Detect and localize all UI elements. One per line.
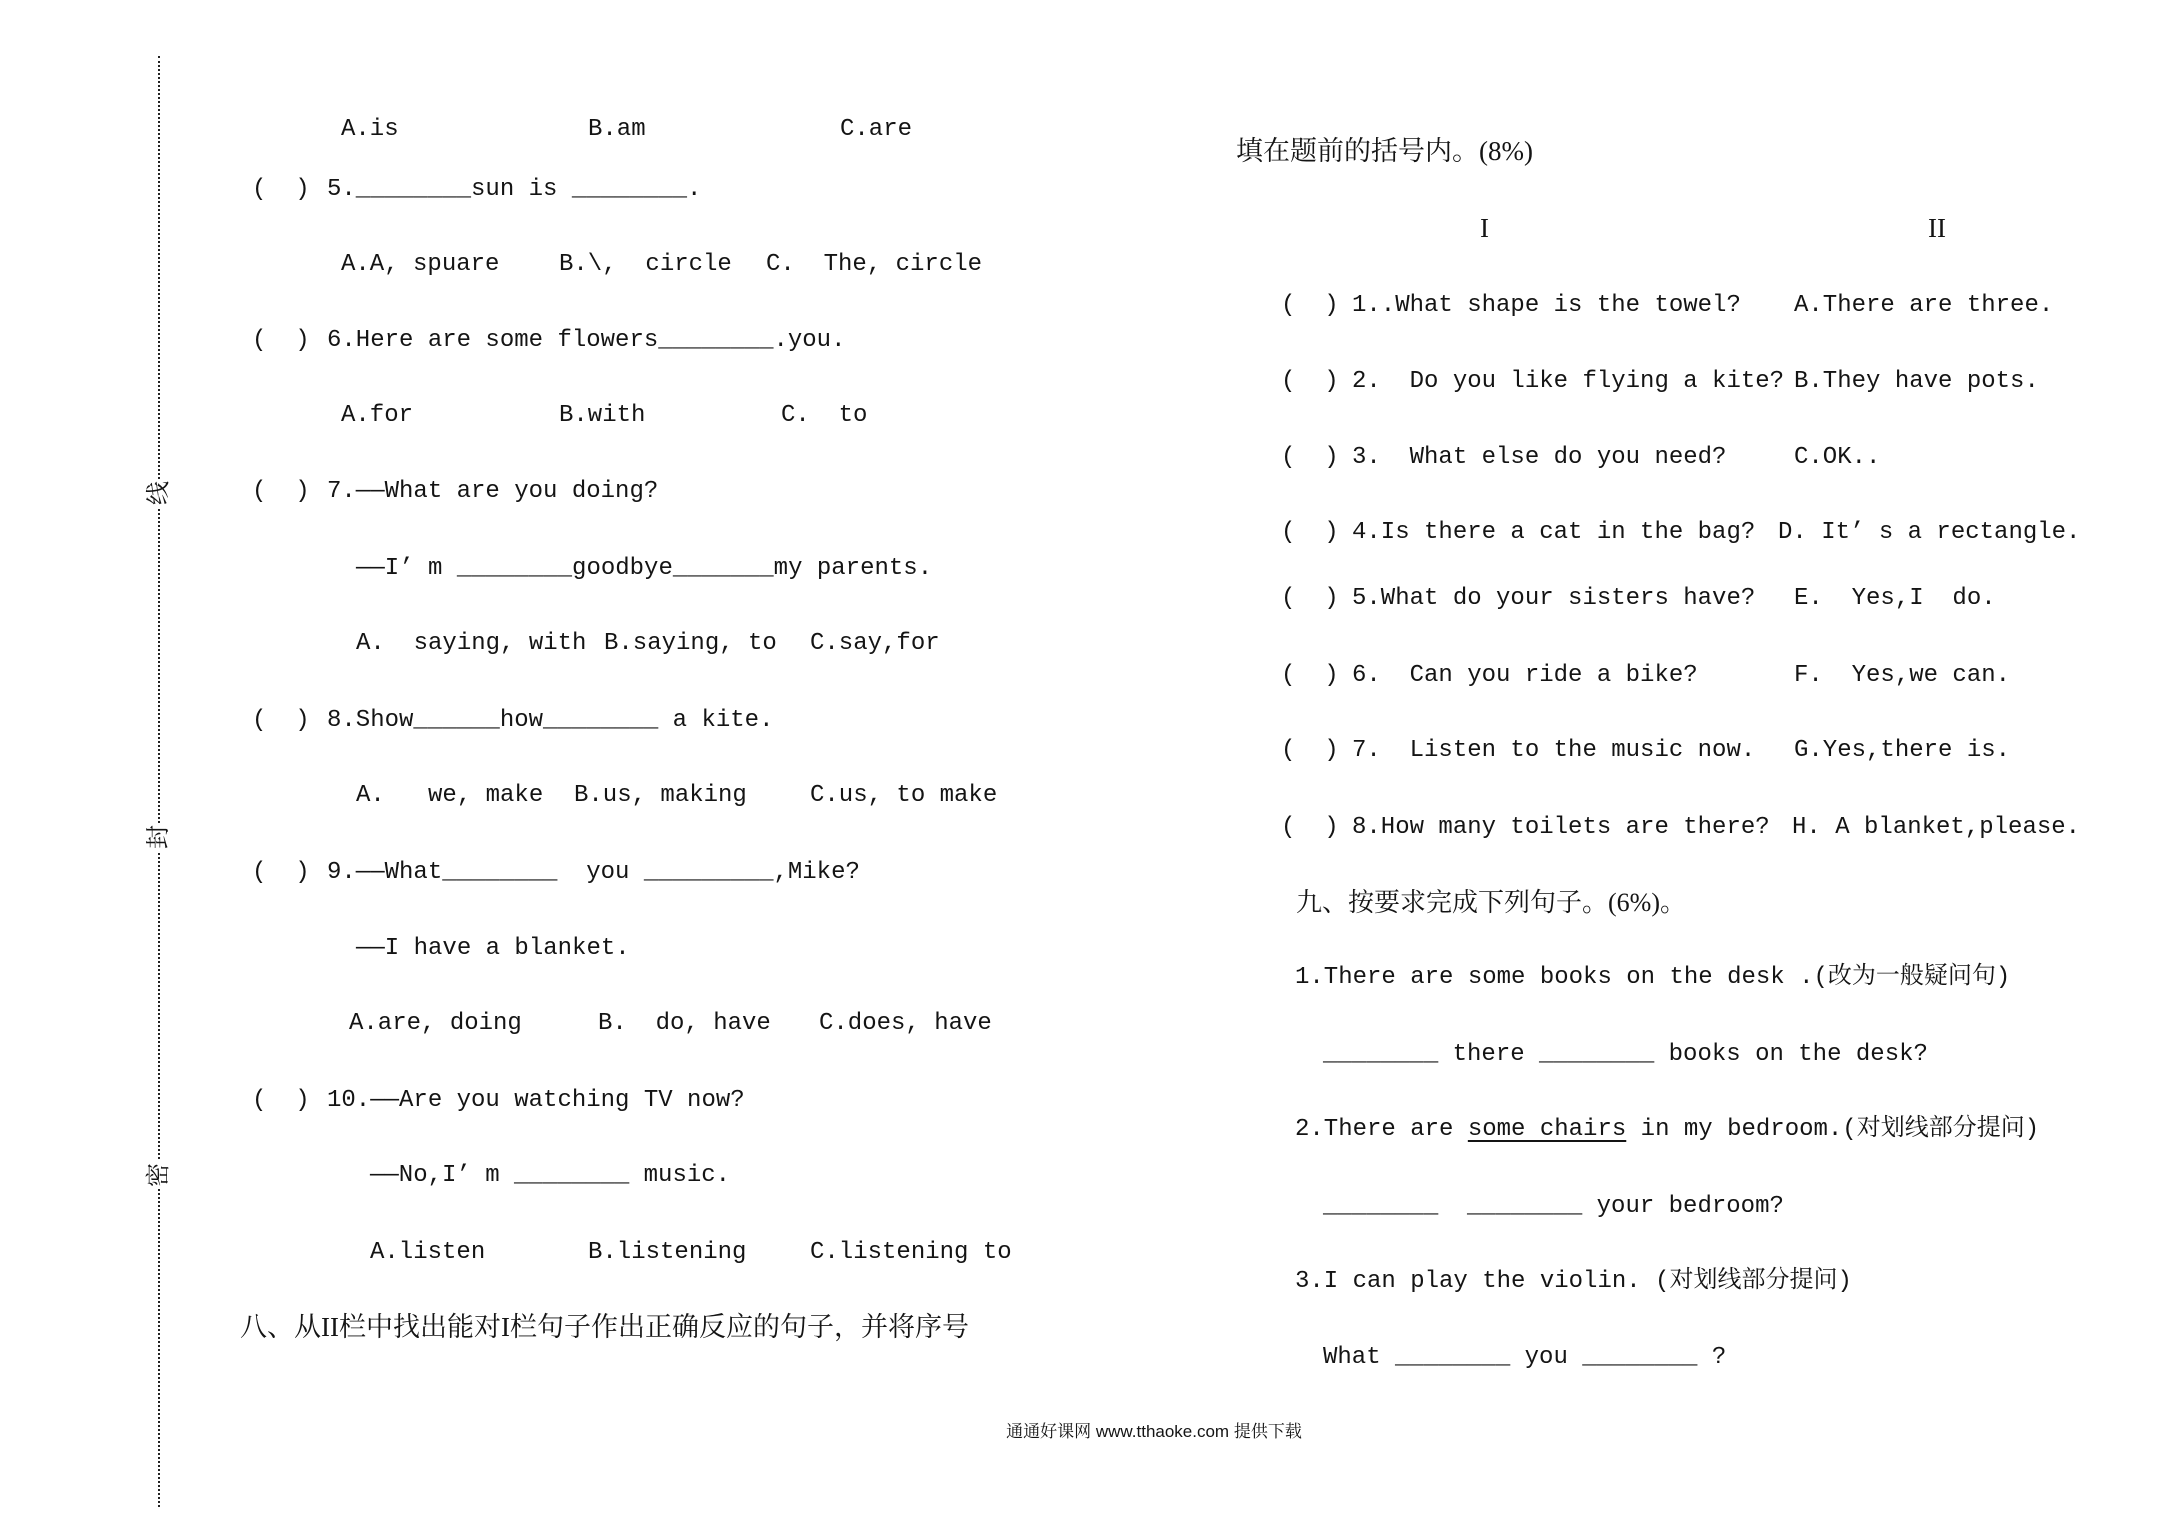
q10-question: 10.——Are you watching TV now? [327, 1087, 745, 1114]
match-answer: H. A blanket,please. [1792, 814, 2081, 841]
q10-option-c: C.listening to [810, 1239, 1012, 1266]
sentence-3-prompt: 3.I can play the violin. (对划线部分提问) [1295, 1268, 1852, 1295]
section-8-title-continued: 填在题前的括号内。(8%) [1236, 136, 1533, 166]
match-question: 3. What else do you need? [1352, 444, 1727, 471]
sentence-2-underlined-phrase: some chairs [1467, 1116, 1627, 1143]
match-question: 4.Is there a cat in the bag? [1352, 519, 1756, 546]
q5-option-a: A.A, spuare [341, 251, 500, 278]
q4-option-c: C.are [840, 116, 913, 143]
q8-option-c: C.us, to make [810, 782, 998, 809]
q6-option-c: C. to [781, 402, 868, 429]
match-paren: ( ) [1281, 444, 1339, 471]
q10-option-a: A.listen [370, 1239, 486, 1266]
match-question: 2. Do you like flying a kite? [1352, 368, 1785, 395]
match-paren: ( ) [1281, 662, 1339, 689]
q7-answer-paren: ( ) [252, 478, 310, 505]
q8-option-b: B.us, making [574, 782, 747, 809]
q5-answer-paren: ( ) [252, 176, 310, 203]
match-question: 1..What shape is the towel? [1352, 292, 1741, 319]
match-paren: ( ) [1281, 585, 1339, 612]
match-answer: C.OK.. [1794, 444, 1881, 471]
q8-option-a: A. we, make [356, 782, 544, 809]
sentence-2-prompt [1295, 1115, 2039, 1145]
match-answer: G.Yes,there is. [1794, 737, 2011, 764]
sentence-3-answer-line: What ________ you ________ ? [1323, 1344, 1727, 1371]
q4-option-b: B.am [588, 116, 646, 143]
match-answer: F. Yes,we can. [1794, 662, 2011, 689]
match-question: 8.How many toilets are there? [1352, 814, 1770, 841]
binding-char-feng: 封 [146, 825, 172, 849]
binding-dotted-line [158, 56, 160, 1507]
q7-option-c: C.say,for [810, 630, 940, 657]
q6-option-b: B.with [559, 402, 646, 429]
sentence-2-prompt-start: 2.There are [1295, 1116, 1468, 1143]
sentence-2-prompt-end: in my bedroom.(对划线部分提问) [1626, 1116, 2040, 1143]
q6-option-a: A.for [341, 402, 414, 429]
sentence-1-answer-line: ________ there ________ books on the desk? [1323, 1041, 1928, 1068]
q10-answer-paren: ( ) [252, 1087, 310, 1114]
match-answer: D. It’ s a rectangle. [1778, 519, 2081, 546]
match-answer: E. Yes,I do. [1794, 585, 1996, 612]
q9-answer-paren: ( ) [252, 859, 310, 886]
q9-option-c: C.does, have [819, 1010, 992, 1037]
q4-option-a: A.is [341, 116, 399, 143]
q10-reply: ——No,I’ m ________ music. [370, 1162, 731, 1189]
column-header-ii: II [1928, 213, 1946, 243]
page-footer: 通通好课网 www.tthaoke.com 提供下载 [1006, 1422, 1302, 1441]
q7-question: 7.——What are you doing? [327, 478, 659, 505]
match-answer: A.There are three. [1794, 292, 2054, 319]
sentence-1-prompt: 1.There are some books on the desk .(改为一般疑问句) [1295, 964, 2011, 991]
match-paren: ( ) [1281, 814, 1339, 841]
section-8-title: 八、从II栏中找出能对I栏句子作出正确反应的句子，并将序号 [240, 1312, 969, 1342]
column-header-i: I [1480, 213, 1489, 243]
q10-option-b: B.listening [588, 1239, 747, 1266]
match-question: 6. Can you ride a bike? [1352, 662, 1698, 689]
match-paren: ( ) [1281, 519, 1339, 546]
q7-option-b: B.saying, to [604, 630, 777, 657]
match-paren: ( ) [1281, 292, 1339, 319]
match-answer: B.They have pots. [1794, 368, 2039, 395]
binding-char-mi: 密 [146, 1163, 172, 1187]
q7-reply: ——I’ m ________goodbye_______my parents. [356, 555, 933, 582]
sentence-2-answer-line: ________ ________ your bedroom? [1323, 1193, 1784, 1220]
q5-question: 5.________sun is ________. [327, 176, 702, 203]
match-question: 7. Listen to the music now. [1352, 737, 1756, 764]
match-question: 5.What do your sisters have? [1352, 585, 1756, 612]
q6-question: 6.Here are some flowers________.you. [327, 327, 846, 354]
q8-question: 8.Show______how________ a kite. [327, 707, 774, 734]
q5-option-c: C. The, circle [766, 251, 983, 278]
q9-question: 9.——What________ you _________,Mike? [327, 859, 860, 886]
match-paren: ( ) [1281, 368, 1339, 395]
q9-reply: ——I have a blanket. [356, 935, 630, 962]
q6-answer-paren: ( ) [252, 327, 310, 354]
binding-char-xian: 线 [146, 481, 172, 505]
match-paren: ( ) [1281, 737, 1339, 764]
q8-answer-paren: ( ) [252, 707, 310, 734]
q5-option-b: B.\, circle [559, 251, 732, 278]
q9-option-b: B. do, have [598, 1010, 771, 1037]
section-9-title: 九、按要求完成下列句子。(6%)。 [1296, 888, 1686, 917]
q9-option-a: A.are, doing [349, 1010, 522, 1037]
q7-option-a: A. saying, with [356, 630, 587, 657]
